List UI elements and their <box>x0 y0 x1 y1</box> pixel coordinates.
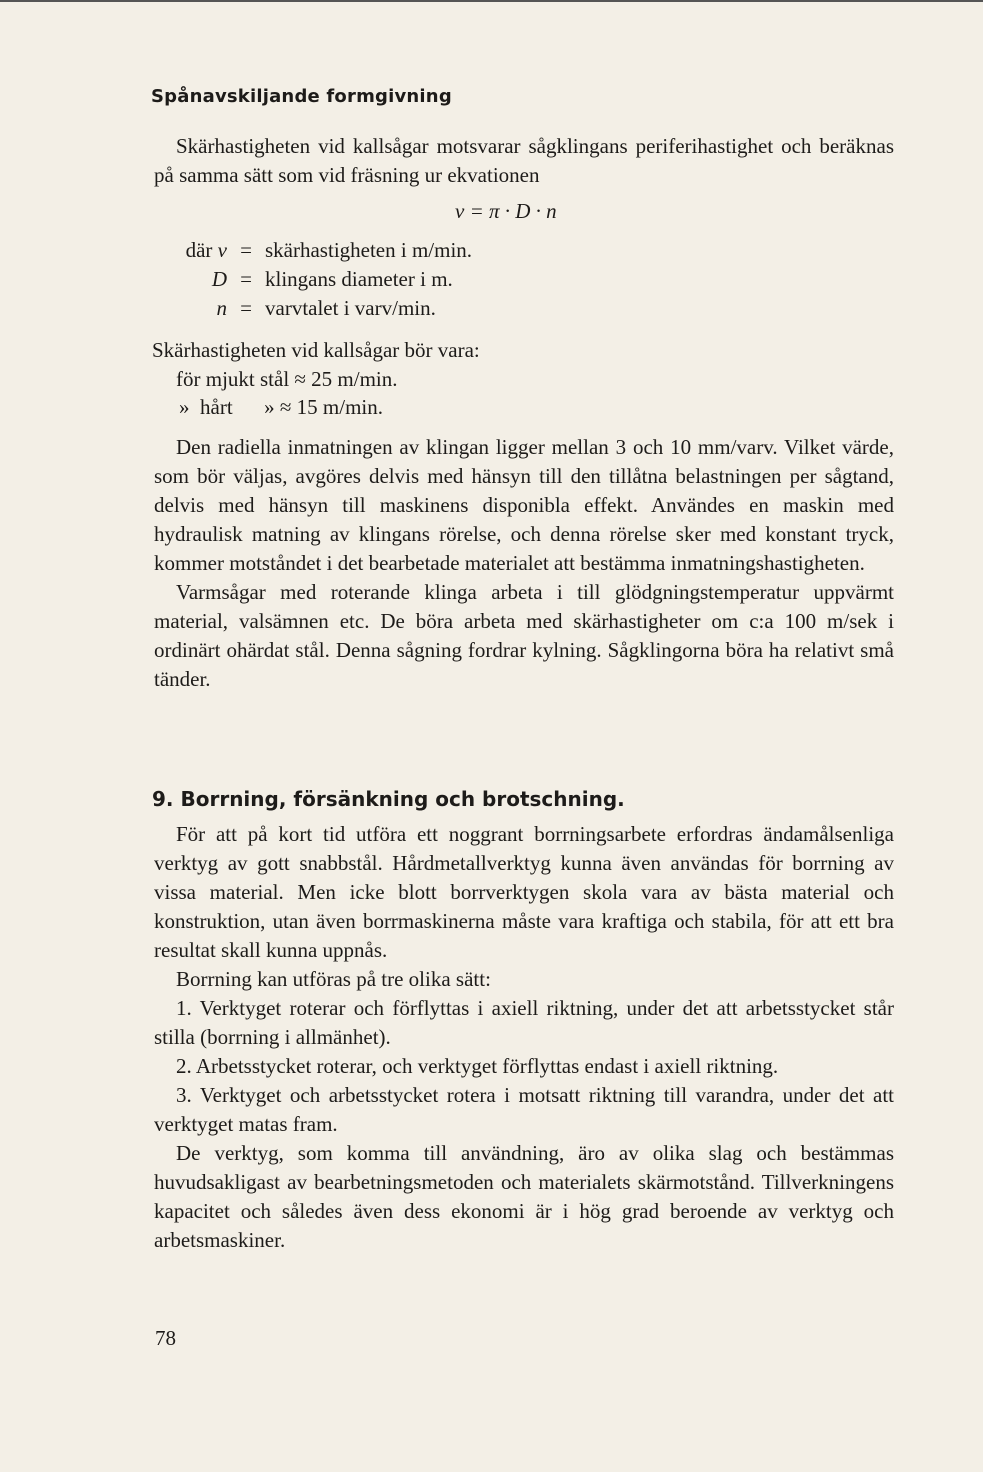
intro-paragraph <box>154 132 894 190</box>
section-title: 9. Borrning, försänkning och brotschning. <box>152 787 625 811</box>
speed-heading: Skärhastigheten vid kallsågar bör vara: <box>152 338 480 362</box>
definition-symbol: n <box>216 296 227 320</box>
definition-prefix: där <box>185 238 213 262</box>
radial-paragraph <box>154 433 894 694</box>
definition-symbol: v <box>217 238 227 262</box>
scan-edge <box>0 0 983 2</box>
definition-row <box>152 294 472 323</box>
speed-hard <box>179 393 383 422</box>
list-item: 2. Arbetsstycket roterar, och verktyget förflyttas endast i axiell riktning. <box>176 1054 779 1078</box>
formula: v = π · D · n <box>455 199 557 223</box>
definition-row <box>152 236 472 265</box>
definition-eq: = <box>240 296 252 320</box>
list-item: 1. Verktyget roterar och förflyttas i axiell riktning, under det att arbetsstycket står stilla (borrning i allmänhet). <box>154 996 894 1049</box>
borrning-section <box>154 820 894 1255</box>
definition-text: skärhastigheten i m/min. <box>265 238 473 262</box>
speed-soft: för mjukt stål ≈ 25 m/min. <box>176 367 398 391</box>
running-header: Spånavskiljande formgivning <box>151 86 452 107</box>
borrning-text: För att på kort tid utföra ett noggrant borrningsarbete erfordras ändamålsenliga verktyg av gott snabbstål. Hårdmetallverktyg kunna även användas för borrning av vissa material. Men icke blott borrverktygen skola vara av bästa material och konstruktion, utan även borrmaskinerna måste vara kraftiga och stabila, för att ett bra resultat skall kunna uppnås. <box>154 822 894 962</box>
speed-hard-word: hårt <box>200 395 233 419</box>
speed-hard-value: » ≈ 15 m/min. <box>264 395 384 419</box>
page-number: 78 <box>155 1326 176 1350</box>
definition-text: klingans diameter i m. <box>265 267 453 291</box>
intro-text: Skärhastigheten vid kallsågar motsvarar sågklingans periferihastighet och beräknas på samma sätt som vid fräsning ur ekvationen <box>154 134 894 187</box>
list-item: 3. Verktyget och arbetsstycket rotera i motsatt riktning till varandra, under det att verktyget matas fram. <box>154 1083 894 1136</box>
definition-eq: = <box>240 267 252 291</box>
definitions <box>152 236 472 323</box>
radial-text: Den radiella inmatningen av klingan ligger mellan 3 och 10 mm/varv. Vilket värde, som bör väljas, avgöres delvis med hänsyn till den tillåtna belastningen per sågtand, delvis med hänsyn till maskinens disponibla effekt. Användes en maskin med hydraulisk matning av klingans rörelse, och denna rörelse sker med konstant tryck, kommer motståndet i det bearbetade materialet att bestämma inmatningshastigheten. <box>154 435 894 575</box>
definition-symbol: D <box>211 267 227 291</box>
definition-eq: = <box>240 238 252 262</box>
definition-row <box>152 265 472 294</box>
tre-satt-text: Borrning kan utföras på tre olika sätt: <box>176 967 491 991</box>
final-text: De verktyg, som komma till användning, äro av olika slag och bestämmas huvudsakligast av bearbetningsmetoden och materialets skärmotstånd. Tillverkningens kapacitet och således även dess ekonomi är i hög grad beroende av verktyg och arbetsmaskiner. <box>154 1141 894 1252</box>
definition-text: varvtalet i varv/min. <box>265 296 436 320</box>
varmsagar-text: Varmsågar med roterande klinga arbeta i till glödgningstemperatur uppvärmt material, valsämnen etc. De böra arbeta med skärhastigheter om c:a 100 m/sek i ordinärt ohärdat stål. Denna sågning fordrar kylning. Sågklingorna böra ha relativt små tänder. <box>154 580 894 691</box>
ditto-mark: » <box>179 395 190 419</box>
